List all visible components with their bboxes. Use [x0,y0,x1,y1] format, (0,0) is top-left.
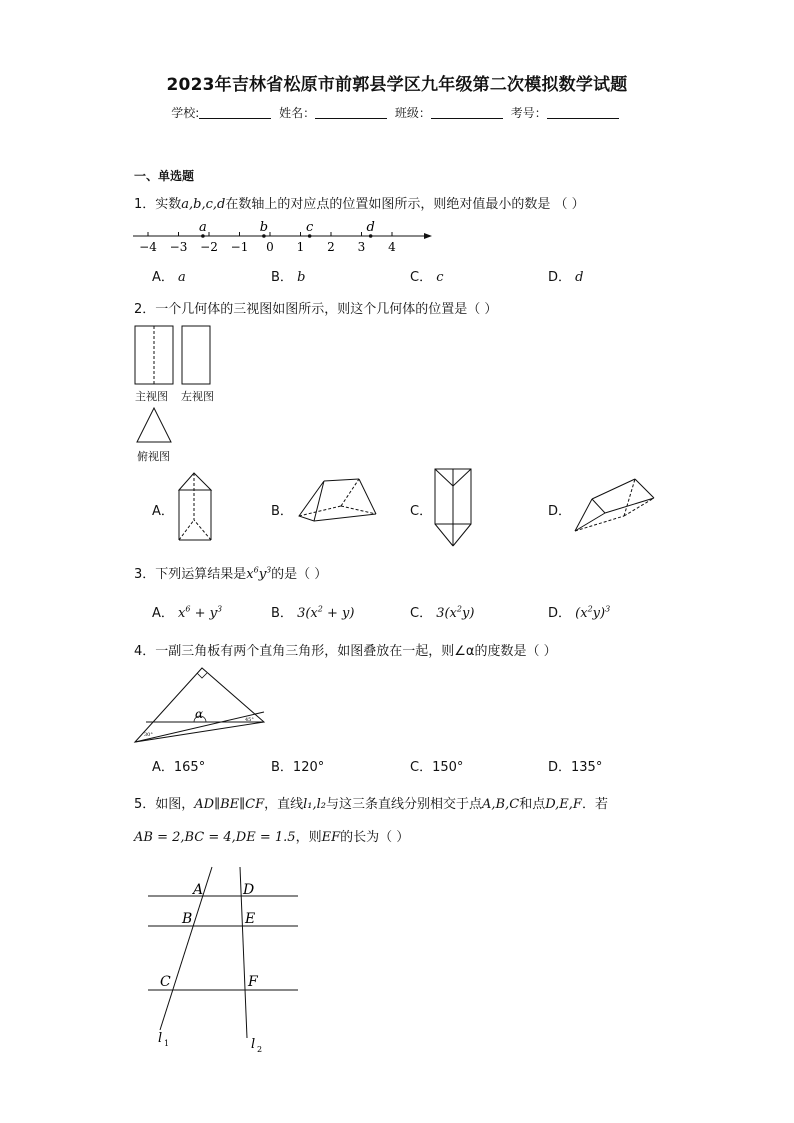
prism-a-figure [176,470,221,545]
section-heading: 一、单选题 [134,169,195,183]
tick-label: 3 [357,240,366,254]
q3-option-b[interactable]: B． $3(x^2 + y)$ [271,604,355,621]
svg-text:1: 1 [164,1039,170,1048]
q2-option-a[interactable]: A． [152,504,174,519]
q4-option-a[interactable]: A．165° [152,760,206,775]
front-view-label: 主视图 [135,390,168,403]
q2-option-d[interactable]: D． [548,504,572,519]
q1-option-d[interactable]: D． d [548,270,584,285]
student-info [0,104,794,121]
svg-text:2: 2 [257,1045,263,1054]
question-2-stem: 2．一个几何体的三视图如图所示，则这个几何体的位置是（ ） [134,302,498,317]
q3-option-a[interactable]: A． $x^6 + y^3$ [152,604,223,621]
angle-30-label: 30° [144,732,153,738]
school-blank[interactable] [199,106,271,119]
page-title: 2023年吉林省松原市前郭县学区九年级第二次模拟数学试题 [166,75,628,95]
svg-text:C: C [160,974,171,990]
school-label: 学校: [171,106,200,120]
alpha-label: α [195,707,204,721]
point-label-a: a [199,220,207,235]
svg-text:l: l [158,1031,163,1046]
q1-option-b[interactable]: B． b [271,270,306,285]
tick-label: 2 [327,240,335,254]
point-label-b: b [259,220,269,235]
tick-label: 0 [266,240,274,254]
q4-option-d[interactable]: D．135° [548,760,603,775]
question-1-stem [134,193,585,212]
side-view-label: 左视图 [181,390,214,403]
name-label: 姓名： [279,106,316,120]
q3-expression: $x^6y^3$ [246,565,272,582]
triangle-rulers-figure [132,664,272,746]
question-5-line1: 5．如图，AD∥BE∥CF，直线l₁,l₂与这三条直线分别相交于点A,B,C和点D,E,F．若 [134,797,608,812]
q3-option-c[interactable]: C． $3(x^2y)$ [410,604,475,621]
q1-text-post: 在数轴上的对应点的位置如图所示，则绝对值最小的数是 （ ） [225,197,585,212]
q2-option-b[interactable]: B． [271,504,293,519]
svg-text:l: l [251,1037,256,1052]
svg-text:E: E [245,911,256,927]
svg-text:F: F [248,974,258,990]
number-label: 考号： [510,106,547,120]
q1-vars: a,b,c,d [181,197,226,212]
tick-label: 4 [388,240,396,254]
prism-b-figure [296,476,381,531]
prism-c-figure [432,466,477,551]
angle-45-label: 45° [245,717,254,723]
svg-text:A: A [193,882,204,898]
parallel-lines-figure [140,862,310,1057]
tick-label: 1 [296,240,305,254]
q1-option-a[interactable]: A． a [152,270,186,285]
class-label: 班级： [394,106,431,120]
q4-option-b[interactable]: B．120° [271,760,325,775]
q1-option-c[interactable]: C． c [410,270,444,285]
top-view-label: 俯视图 [137,450,170,463]
q3-option-d[interactable]: D． $(x^2y)^3$ [548,604,611,621]
q4-option-c[interactable]: C．150° [410,760,464,775]
question-3-stem: 3．下列运算结果是$x^6y^3$的是（ ） [134,565,328,582]
svg-text:B: B [182,911,193,927]
question-4-stem: 4．一副三角板有两个直角三角形，如图叠放在一起，则∠α的度数是（ ） [134,644,557,659]
number-line-figure [130,215,440,255]
svg-text:D: D [243,882,255,898]
tick-label: −2 [200,240,218,254]
tick-label: −1 [230,240,249,254]
class-blank[interactable] [431,106,503,119]
prism-d-figure [572,476,657,541]
tick-label: −3 [169,240,188,254]
q2-option-c[interactable]: C． [410,504,433,519]
tick-label: −4 [139,240,157,254]
question-5-line2: AB = 2,BC = 4,DE = 1.5，则EF的长为（ ） [134,830,410,845]
point-label-c: c [306,220,314,235]
name-blank[interactable] [315,106,387,119]
point-label-d: d [366,220,375,235]
q1-text-pre: 1．实数 [134,197,182,212]
number-blank[interactable] [547,106,619,119]
